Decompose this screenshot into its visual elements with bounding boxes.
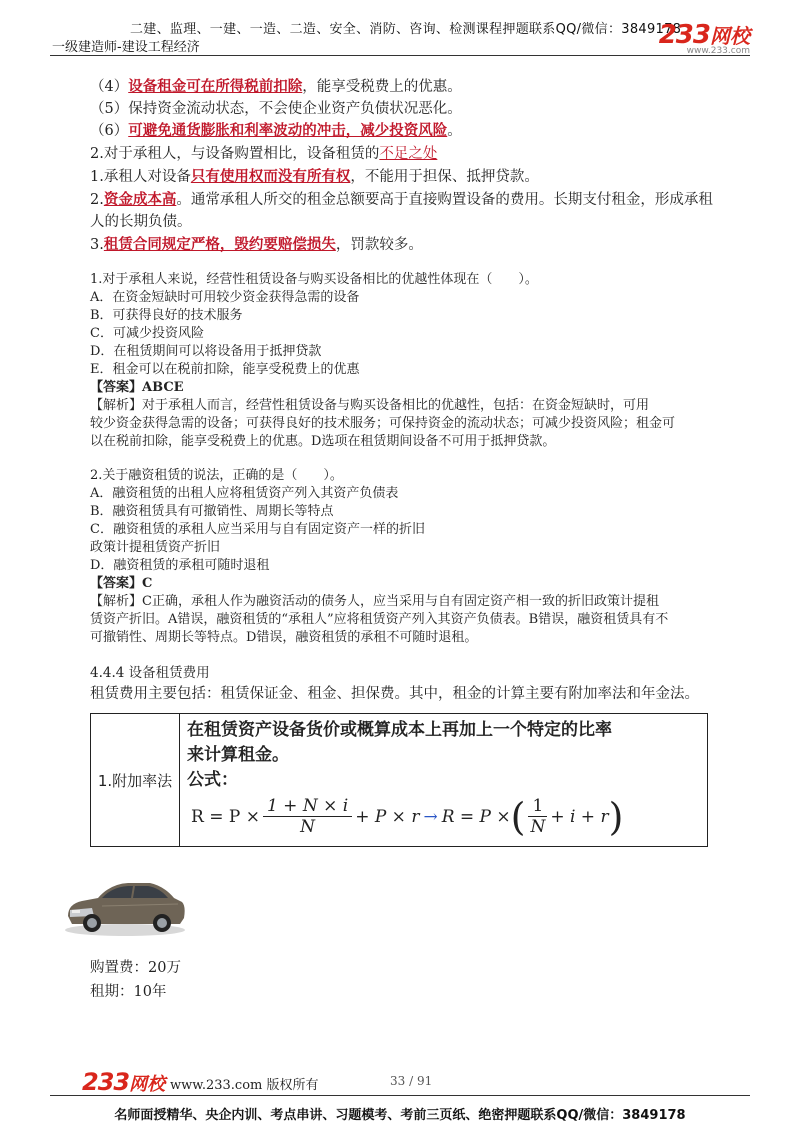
header-contact-line: 二建、监理、一建、一造、二造、安全、消防、咨询、检测课程押题联系QQ/微信：3849178 <box>130 22 682 37</box>
q1-explanation-1: 【解析】对于承租人而言，经营性租赁设备与购买设备相比的优越性，包括：在资金短缺时，可用 <box>90 398 650 413</box>
q1-option-a: A．在资金短缺时可用较少资金获得急需的设备 <box>90 290 360 305</box>
header-logo <box>659 20 750 56</box>
arrow-icon: → <box>423 806 438 827</box>
advantage-5: （5）保持资金流动状态，不会使企业资产负债状况恶化。 <box>90 101 462 117</box>
section-intro: 租赁费用主要包括：租赁保证金、租金、担保费。其中，租金的计算主要有附加率法和年金法。 <box>90 686 699 702</box>
q1-option-d: D．在租赁期间可以将设备用于抵押贷款 <box>90 344 322 359</box>
logo-text: 网校 <box>710 24 750 48</box>
q2-explanation-1: 【解析】C正确，承租人作为融资活动的债务人，应当采用与自有固定资产相一致的折旧政策计提租 <box>90 594 659 609</box>
header-subtitle: 一级建造师-建设工程经济 <box>52 40 200 55</box>
page-number: 33 / 91 <box>390 1074 433 1088</box>
q2-option-d: D．融资租赁的承租可随时退租 <box>90 558 270 573</box>
disadvantage-3: 3.租赁合同规定严格，毁约要赔偿损失，罚款较多。 <box>90 236 423 253</box>
footer-logo: 233网校 <box>82 1068 166 1096</box>
logo-url: www.233.com <box>686 46 750 56</box>
footer-divider <box>50 1095 750 1096</box>
example-price: 购置费：20万 <box>90 960 181 976</box>
q2-option-b: B．融资租赁具有可撤销性、周期长等特点 <box>90 504 334 519</box>
q2-explanation-2: 赁资产折旧。A错误，融资租赁的“承租人”应将租赁资产列入其资产负债表。B错误，融资租赁具有不 <box>90 612 669 627</box>
q1-explanation-2: 较少资金获得急需的设备；可获得良好的技术服务；可保持资金的流动状态；可减少投资风险；租金可 <box>90 416 676 431</box>
disadvantage-2: 2.资金成本高。通常承租人所交的租金总额要高于直接购置设备的费用。长期支付租金，形成承租 <box>90 191 713 208</box>
q1-option-e: E．租金可以在税前扣除，能享受税费上的优惠 <box>90 362 360 377</box>
q2-option-c-cont: 政策计提租赁资产折旧 <box>90 540 221 555</box>
q2-option-a: A．融资租赁的出租人应将租赁资产列入其资产负债表 <box>90 486 399 501</box>
advantage-6: （6）可避免通货膨胀和利率波动的冲击，减少投资风险。 <box>90 122 462 139</box>
q2-option-c: C．融资租赁的承租人应当采用与自有固定资产一样的折旧 <box>90 522 425 537</box>
formula-label: 公式： <box>187 770 238 790</box>
logo-number: 233 <box>658 20 710 50</box>
q1-answer: 【答案】ABCE <box>90 380 184 395</box>
rental-method-table <box>90 713 708 847</box>
formula-fraction-2: $\frac{1}{N}$ <box>530 796 546 837</box>
q2-stem: 2.关于融资租赁的说法，正确的是（ ）。 <box>90 468 343 483</box>
additional-rate-formula: R = P × $\frac{1 + N \times i}{N}$ + P × r → R = P × ( $\frac{1}{N}$ + i + r ) <box>191 794 624 839</box>
q1-explanation-3: 以在税前扣除，能享受税费上的优惠。D选项在租赁期间设备不可用于抵押贷款。 <box>90 434 556 449</box>
footer-site: www.233.com 版权所有 <box>170 1078 319 1093</box>
q1-option-b: B．可获得良好的技术服务 <box>90 308 243 323</box>
disadvantage-heading: 2.对于承租人，与设备购置相比，设备租赁的不足之处 <box>90 146 438 162</box>
q2-explanation-3: 可撤销性、周期长等特点。D错误，融资租赁的承租不可随时退租。 <box>90 630 478 645</box>
section-title: 4.4.4 设备租赁费用 <box>90 665 210 681</box>
q1-stem: 1.对于承租人来说，经营性租赁设备与购买设备相比的优越性体现在（ ）。 <box>90 272 538 287</box>
formula-fraction-1: $\frac{1 + N \times i}{N}$ <box>263 796 352 837</box>
car-image <box>62 866 188 938</box>
method-name: 1.附加率法 <box>91 714 180 846</box>
advantage-4: （4）设备租金可在所得税前扣除，能享受税费上的优惠。 <box>90 78 462 95</box>
header-divider <box>50 55 750 56</box>
q2-answer: 【答案】C <box>90 576 153 591</box>
footer-contact-line: 名师面授精华、央企内训、考点串讲、习题模考、考前三页纸、绝密押题联系QQ/微信：3849178 <box>114 1108 686 1123</box>
q1-option-c: C．可减少投资风险 <box>90 326 204 341</box>
method-description: 在租赁资产设备货价或概算成本上再加上一个特定的比率 来计算租金。 公式： <box>187 718 697 793</box>
disadvantage-2-cont: 人的长期负债。 <box>90 214 192 230</box>
example-term: 租期：10年 <box>90 984 167 1000</box>
disadvantage-1: 1.承租人对设备只有使用权而没有所有权，不能用于担保、抵押贷款。 <box>90 168 539 185</box>
